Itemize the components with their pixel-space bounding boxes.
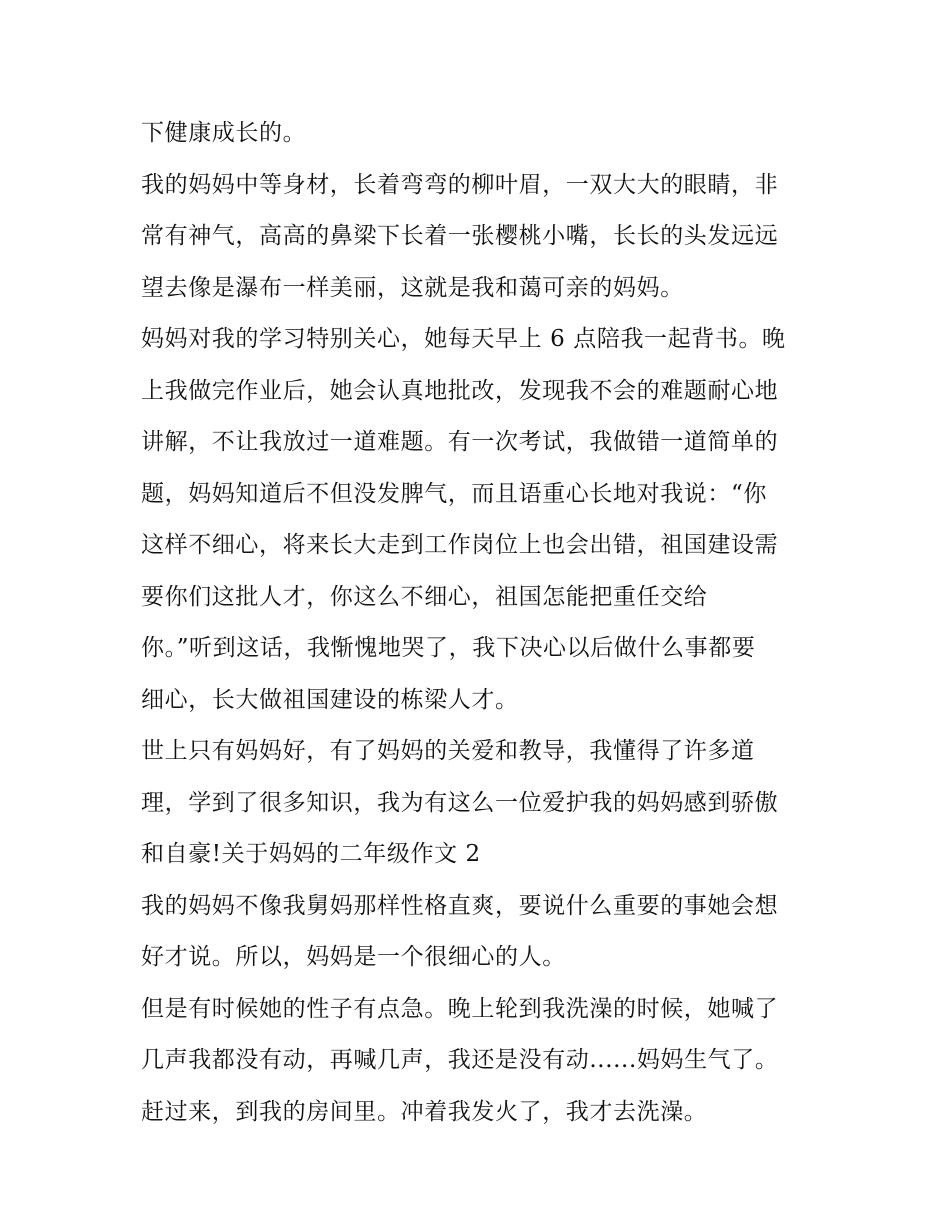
text-line: 妈妈对我的学习特别关心，她每天早上 6 点陪我一起背书。晚: [141, 326, 786, 352]
text-line: 题，妈妈知道后不但没发脾气，而且语重心长地对我说：“你: [141, 480, 767, 507]
text-line: 好才说。所以，妈妈是一个很细心的人。: [141, 944, 566, 970]
text-line: 理，学到了很多知识，我为有这么一位爱护我的妈妈感到骄傲: [141, 789, 779, 816]
text-line: 望去像是瀑布一样美丽，这就是我和蔼可亲的妈妈。: [141, 274, 684, 301]
text-line: 上我做完作业后，她会认真地批改，发现我不会的难题耐心地: [141, 377, 779, 404]
text-line: 下健康成长的。: [141, 120, 307, 146]
text-line: 几声我都没有动，再喊几声，我还是没有动......妈妈生气了。: [141, 1047, 779, 1073]
text-line: 和自豪!关于妈妈的二年级作文 2: [141, 841, 481, 867]
text-line: 要你们这批人才，你这么不细心，祖国怎能把重任交给: [141, 583, 708, 610]
text-line: 细心，长大做祖国建设的栋梁人才。: [141, 686, 519, 713]
text-line: 这样不细心，将来长大走到工作岗位上也会出错，祖国建设需: [141, 532, 779, 558]
text-line: 常有神气，高高的鼻梁下长着一张樱桃小嘴，长长的头发远远: [141, 223, 779, 249]
text-line: 世上只有妈妈好，有了妈妈的关爱和教导，我懂得了许多道: [141, 738, 755, 764]
text-line: 我的妈妈不像我舅妈那样性格直爽，要说什么重要的事她会想: [141, 892, 779, 919]
text-line: 讲解，不让我放过一道难题。有一次考试，我做错一道简单的: [141, 429, 779, 455]
text-line: 赶过来，到我的房间里。冲着我发火了，我才去洗澡。: [141, 1098, 708, 1125]
text-line: 但是有时候她的性子有点急。晚上轮到我洗澡的时候，她喊了: [141, 995, 779, 1022]
text-line: 我的妈妈中等身材，长着弯弯的柳叶眉，一双大大的眼睛，非: [141, 171, 779, 198]
document-body: [141, 108, 821, 1138]
text-line: 你。”听到这话，我惭愧地哭了，我下决心以后做什么事都要: [141, 635, 756, 661]
